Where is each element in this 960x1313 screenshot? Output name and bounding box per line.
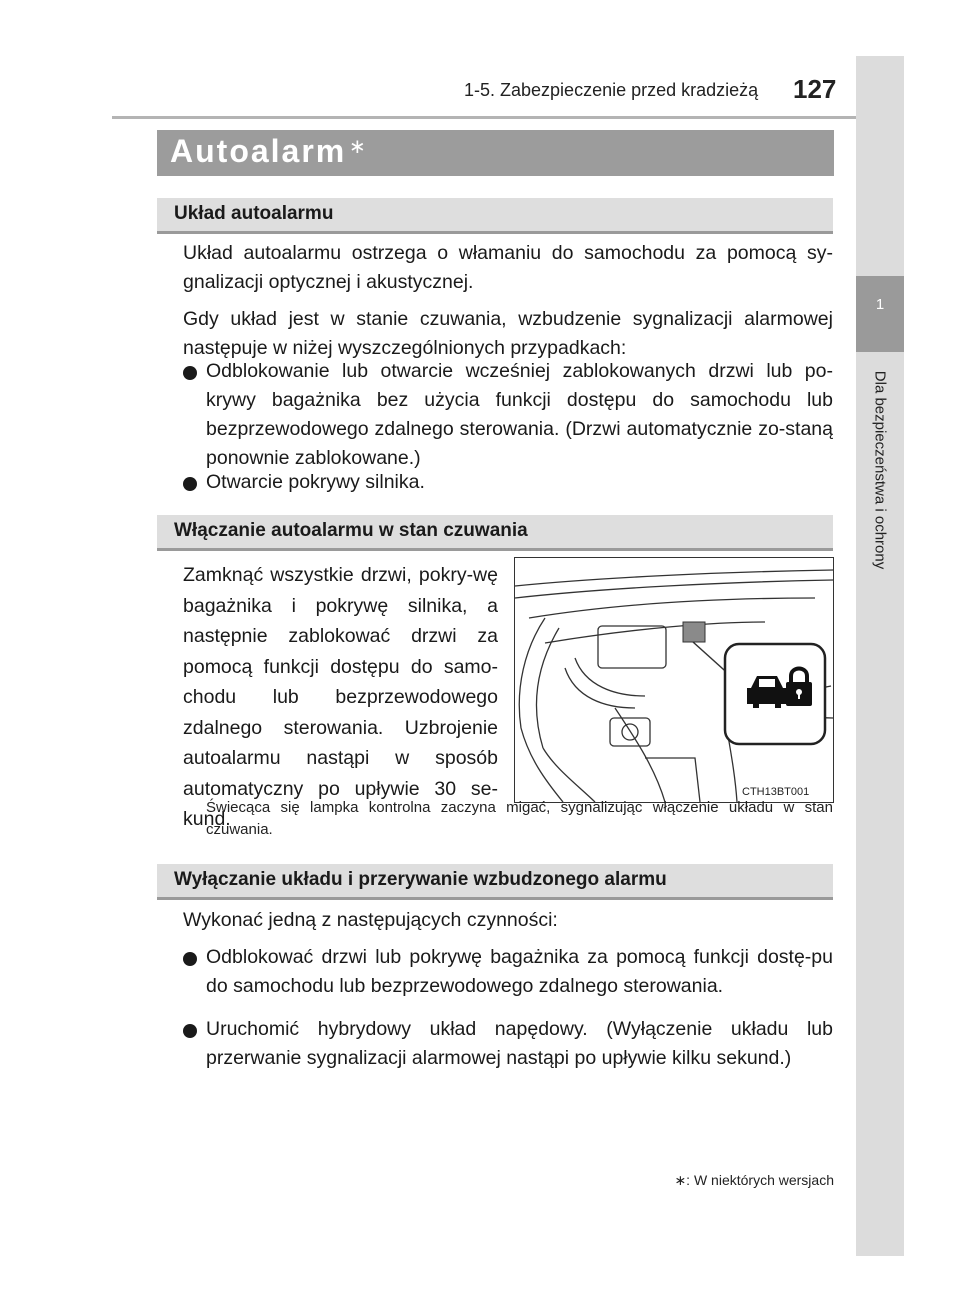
page-title: Autoalarm [170,133,347,169]
paragraph: Układ autoalarmu ostrzega o włamaniu do samochodu za pomocą sy-gnalizacji optycznej i akustycznej. [183,242,833,293]
title-asterisk: ∗ [349,136,366,158]
bullet-icon [183,477,197,491]
section2-note [206,797,833,841]
chapter-number: 1 [875,296,885,313]
page-number: 127 [793,74,837,104]
chapter-number-tab [856,276,904,352]
section2-body [183,560,498,835]
section-heading: Włączanie autoalarmu w stan czuwania [174,520,528,541]
dashboard-indicator-figure [514,557,834,803]
list-item-text: Odblokowanie lub otwarcie wcześniej zablokowanych drzwi lub po-krywy bagażnika bez użycia funkcji dostępu do samochodu lub bezprzewodowego zdalnego sterowania. (Drzwi automatycznie zo-staną ponownie zablokowane.) [206,360,833,469]
chapter-side-tab [856,56,904,1256]
list-item [183,468,833,497]
note-text: Świecąca się lampka kontrolna zaczyna migać, sygnalizując włączenie układu w stan czuwania. [206,799,833,838]
bullet-icon [183,952,197,966]
list-item [183,357,833,473]
list-item [183,1015,833,1073]
list-item-text: Odblokować drzwi lub pokrywę bagażnika za pomocą funkcji dostę-pu do samochodu lub bezprzewodowego zdalnego sterowania. [206,946,833,997]
paragraph: Zamknąć wszystkie drzwi, pokry-wę bagażnika i pokrywę silnika, a następnie zablokować drzwi za pomocą funkcji dostępu do samo-chodu lub bezprzewodowego zdalnego sterowania. Uzbrojenie autoalarmu nastąpi w sposób automatyczny po upływie 30 se-kund. [183,564,498,830]
list-item-text: Uruchomić hybrydowy układ napędowy. (Wyłączenie układu lub przerwanie sygnalizacji alarmowej nastąpi po upływie kilku sekund.) [206,1018,833,1069]
section-header-disarming [157,864,833,900]
paragraph: Wykonać jedną z następujących czynności: [183,909,558,931]
section-header-system [157,198,833,234]
paragraph: Gdy układ jest w stanie czuwania, wzbudzenie sygnalizacji alarmowej następuje w niżej wyszczególnionych przypadkach: [183,308,833,359]
running-header-section: 1-5. Zabezpieczenie przed kradzieżą [464,80,759,100]
list-item-text: Otwarcie pokrywy silnika. [206,471,425,493]
header-rule [112,116,856,119]
figure-code: CTH13BT001 [742,786,810,798]
section1-body [183,239,833,363]
dashboard-illustration [515,558,833,802]
section3-body [183,906,833,935]
chapter-title: Dla bezpieczeństwa i ochrony [871,370,889,570]
bullet-icon [183,1024,197,1038]
footnote: ∗: W niektórych wersjach [674,1172,834,1188]
list-item [183,943,833,1001]
section-heading: Wyłączanie układu i przerywanie wzbudzonego alarmu [174,869,667,890]
section-heading: Układ autoalarmu [174,203,334,224]
section-header-arming [157,515,833,551]
bullet-icon [183,366,197,380]
